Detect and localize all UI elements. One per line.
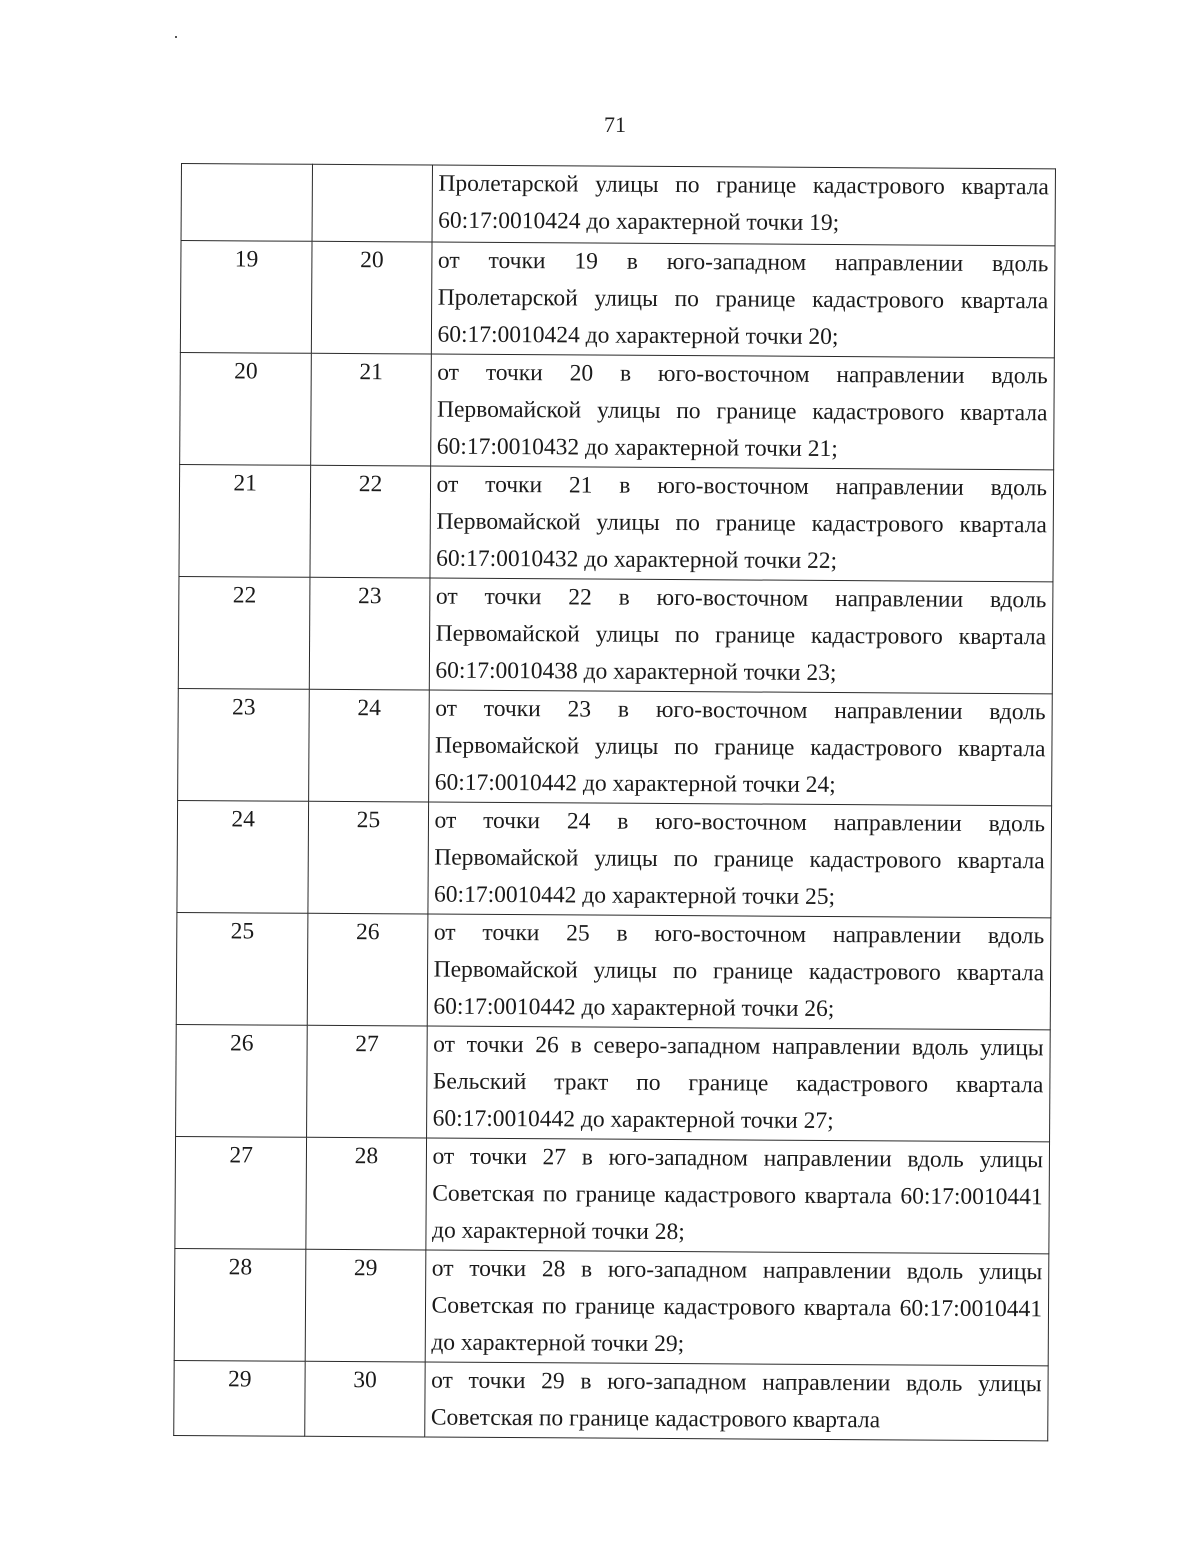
description-cell: от точки 24 в юго-восточном направлении вдоль Первомайской улицы по границе кадастрового квартала 60:17:0010442 до характерной точки 25; [427, 802, 1051, 918]
table-row [174, 1248, 1049, 1365]
description-cell: от точки 27 в юго-западном направлении вдоль улицы Советская по границе кадастрового квартала 60:17:0010441 до характерной точки 28; [425, 1138, 1049, 1254]
from-point-cell: 25 [176, 912, 308, 1025]
table-row [180, 352, 1055, 469]
to-point-cell: 22 [310, 465, 430, 578]
description-cell: от точки 19 в юго-западном направлении вдоль Пролетарской улицы по границе кадастрового квартала 60:17:0010424 до характерной точки 20; [431, 242, 1055, 358]
to-point-cell: 25 [308, 801, 428, 914]
to-point-cell [312, 164, 432, 242]
from-point-cell: 28 [174, 1248, 306, 1361]
from-point-cell: 23 [178, 688, 310, 801]
description-cell: Пролетарской улицы по границе кадастрового квартала 60:17:0010424 до характерной точки 19; [432, 165, 1056, 246]
from-point-cell: 27 [175, 1136, 307, 1249]
to-point-cell: 26 [308, 913, 428, 1026]
boundary-description-table [173, 163, 1056, 1441]
scan-speck [175, 36, 177, 38]
to-point-cell: 29 [306, 1249, 426, 1362]
description-cell: от точки 25 в юго-восточном направлении вдоль Первомайской улицы по границе кадастрового квартала 60:17:0010442 до характерной точки 26; [427, 914, 1051, 1030]
table-row [181, 164, 1055, 246]
to-point-cell: 27 [307, 1025, 427, 1138]
description-cell: от точки 26 в северо-западном направлении вдоль улицы Бельский тракт по границе кадастрового квартала 60:17:0010442 до характерной точки 27; [426, 1026, 1050, 1142]
to-point-cell: 23 [310, 577, 430, 690]
to-point-cell: 30 [305, 1361, 425, 1437]
table-row [176, 1024, 1051, 1141]
description-cell: от точки 20 в юго-восточном направлении вдоль Первомайской улицы по границе кадастрового квартала 60:17:0010432 до характерной точки 21; [430, 354, 1054, 470]
table-body [174, 164, 1056, 1441]
from-point-cell: 29 [174, 1360, 306, 1436]
from-point-cell: 24 [177, 800, 309, 913]
from-point-cell: 22 [178, 576, 310, 689]
to-point-cell: 24 [309, 689, 429, 802]
description-cell: от точки 29 в юго-западном направлении вдоль улицы Советская по границе кадастрового квартала [424, 1362, 1048, 1441]
to-point-cell: 20 [312, 241, 432, 354]
table-row [174, 1360, 1048, 1440]
table-row [180, 241, 1055, 358]
from-point-cell: 19 [180, 241, 312, 354]
description-cell: от точки 28 в юго-западном направлении вдоль улицы Советская по границе кадастрового квартала 60:17:0010441 до характерной точки 29; [425, 1250, 1049, 1366]
table-row [177, 800, 1052, 917]
table-row [179, 464, 1054, 581]
from-point-cell: 21 [179, 464, 311, 577]
description-cell: от точки 23 в юго-восточном направлении вдоль Первомайской улицы по границе кадастрового квартала 60:17:0010442 до характерной точки 24; [428, 690, 1052, 806]
table-row [175, 1136, 1050, 1253]
table-row [178, 576, 1053, 693]
description-cell: от точки 21 в юго-восточном направлении вдоль Первомайской улицы по границе кадастрового квартала 60:17:0010432 до характерной точки 22; [430, 466, 1054, 582]
page-number: 71 [604, 112, 626, 137]
to-point-cell: 21 [311, 353, 431, 466]
table-row [176, 912, 1051, 1029]
description-cell: от точки 22 в юго-восточном направлении вдоль Первомайской улицы по границе кадастрового квартала 60:17:0010438 до характерной точки 23; [429, 578, 1053, 694]
from-point-cell [181, 164, 313, 242]
from-point-cell: 26 [176, 1024, 308, 1137]
to-point-cell: 28 [306, 1137, 426, 1250]
table-row [178, 688, 1053, 805]
from-point-cell: 20 [180, 352, 312, 465]
